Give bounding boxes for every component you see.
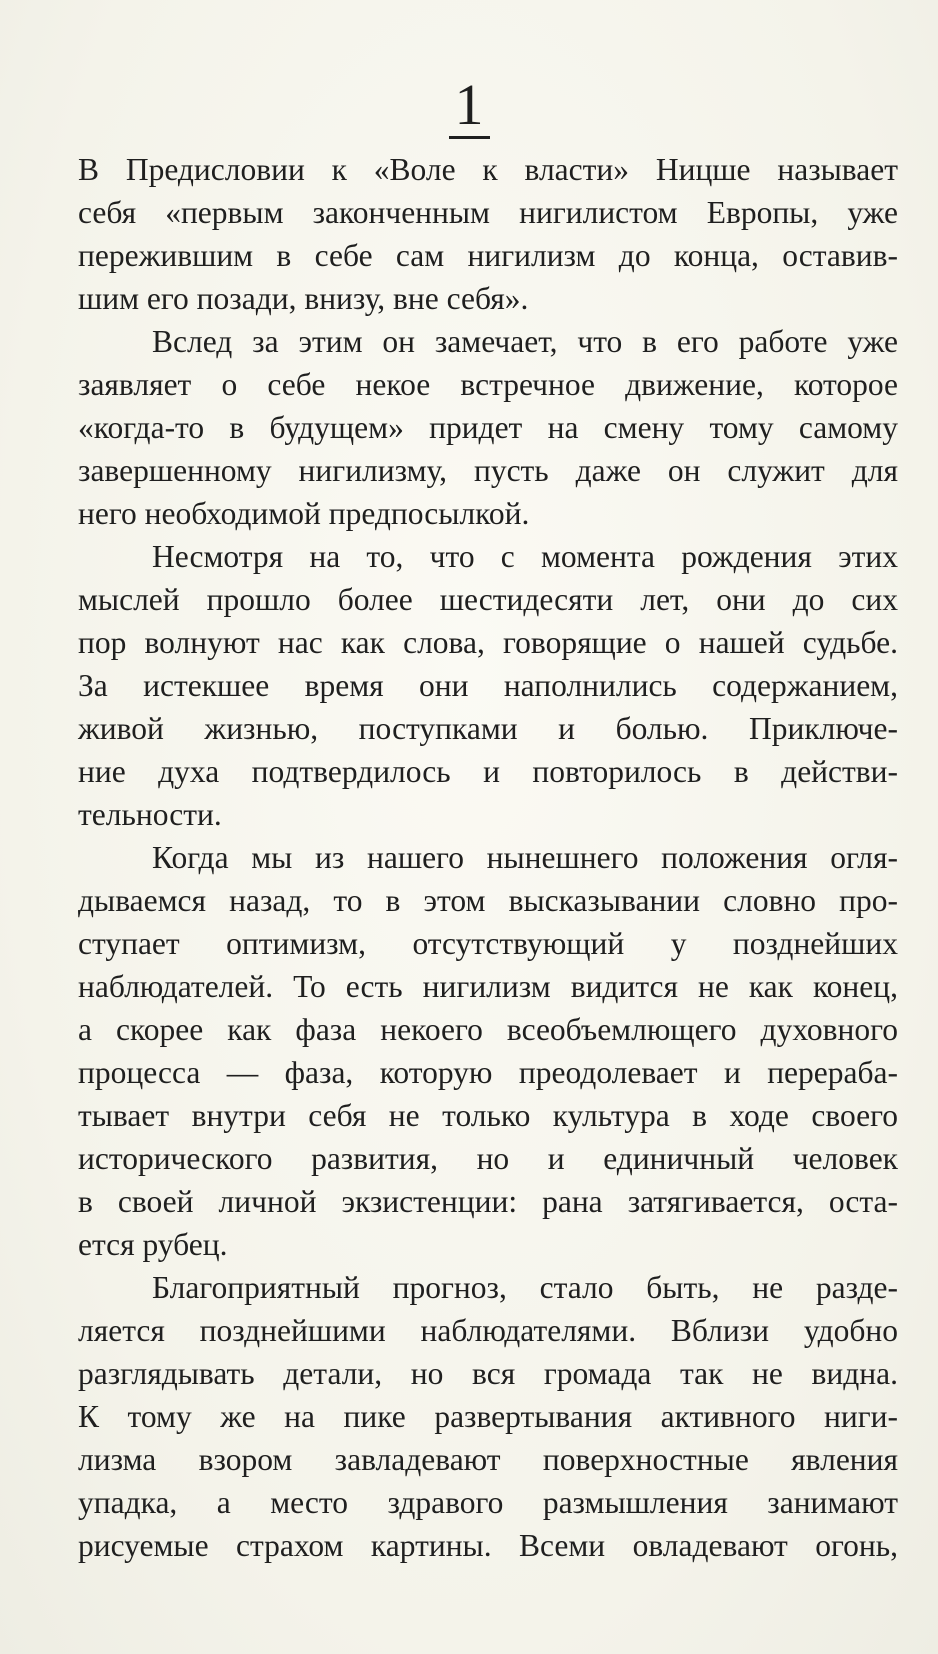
chapter-number: 1 [449, 74, 490, 139]
text-line: в своей личной экзистенции: рана затягивается, оста- [78, 1184, 898, 1219]
text-line: процесса — фаза, которую преодолевает и перераба- [78, 1055, 898, 1090]
text-line: наблюдателей. То есть нигилизм видится не как конец, [78, 969, 898, 1004]
text-line: шим его позади, внизу, вне себя». [78, 281, 529, 316]
paragraph [78, 535, 898, 836]
text-line: Когда мы из нашего нынешнего положения огля- [152, 840, 898, 875]
chapter-heading [0, 70, 938, 140]
text-line: «когда-то в будущем» придет на смену тому самому [78, 410, 898, 445]
text-line: пережившим в себе сам нигилизм до конца, оставив- [78, 238, 898, 273]
text-line: В Предисловии к «Воле к власти» Ницше называет [78, 152, 898, 187]
paragraph [78, 320, 898, 535]
text-line: себя «первым законченным нигилистом Европы, уже [78, 195, 898, 230]
text-line: заявляет о себе некое встречное движение, которое [78, 367, 898, 402]
text-line: Благоприятный прогноз, стало быть, не разде- [152, 1270, 898, 1305]
text-line: лизма взором завладевают поверхностные явления [78, 1442, 898, 1477]
text-line: него необходимой предпосылкой. [78, 496, 530, 531]
text-line: тывает внутри себя не только культура в ходе своего [78, 1098, 898, 1133]
text-line: За истекшее время они наполнились содержанием, [78, 668, 898, 703]
text-line: Несмотря на то, что с момента рождения этих [152, 539, 898, 574]
text-line: исторического развития, но и единичный человек [78, 1141, 898, 1176]
text-line: Вслед за этим он замечает, что в его работе уже [152, 324, 898, 359]
text-line: упадка, а место здравого размышления занимают [78, 1485, 898, 1520]
text-line: пор волнуют нас как слова, говорящие о нашей судьбе. [78, 625, 898, 660]
text-line: дываемся назад, то в этом высказывании словно про- [78, 883, 898, 918]
text-line: рисуемые страхом картины. Всеми овладевают огонь, [78, 1528, 898, 1563]
paragraph [78, 836, 898, 1266]
text-line: ние духа подтвердилось и повторилось в действи- [78, 754, 898, 789]
text-line: К тому же на пике развертывания активного ниги- [78, 1399, 898, 1434]
text-line: а скорее как фаза некоего всеобъемлющего духовного [78, 1012, 898, 1047]
text-line: ется рубец. [78, 1227, 228, 1262]
text-line: живой жизнью, поступками и болью. Приключе- [78, 711, 898, 746]
text-line: разглядывать детали, но вся громада так не видна. [78, 1356, 898, 1391]
text-line: мыслей прошло более шестидесяти лет, они до сих [78, 582, 898, 617]
text-line: ступает оптимизм, отсутствующий у позднейших [78, 926, 898, 961]
text-line: ляется позднейшими наблюдателями. Вблизи удобно [78, 1313, 898, 1348]
paragraph [78, 1266, 898, 1567]
body-text [78, 148, 898, 1567]
text-line: завершенному нигилизму, пусть даже он служит для [78, 453, 898, 488]
text-line: тельности. [78, 797, 222, 832]
paragraph [78, 148, 898, 320]
